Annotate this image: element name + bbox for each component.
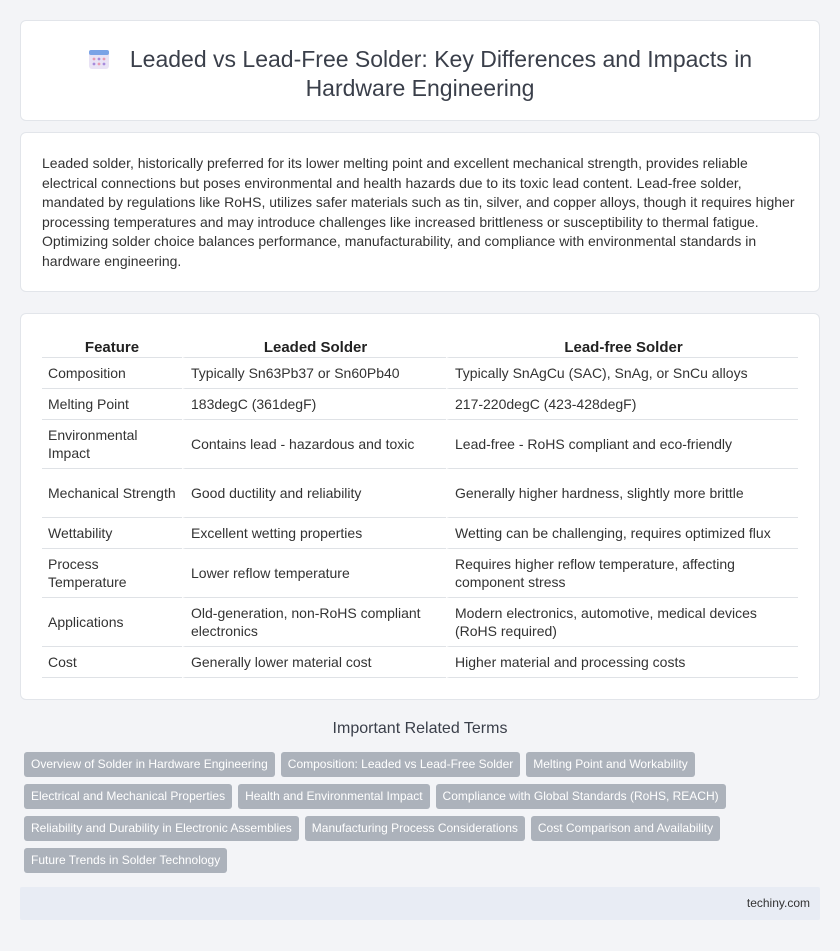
feature-cell: Mechanical Strength [42, 469, 182, 518]
intro-paragraph: Leaded solder, historically preferred for its lower melting point and excellent mechanical strength, provides reliable electrical connections but poses environmental and health hazards due to its toxic lead content. Lead-free solder, mandated by regulations like RoHS, utilizes safer materials such as tin, silver, and copper alloys, though it requires higher processing temperatures and may introduce challenges like increased brittleness or susceptibility to thermal fatigue. Optimizing solder choice balances performance, manufacturability, and compliance with environmental standards in hardware engineering. [42, 155, 795, 269]
page-title: Leaded vs Lead-Free Solder: Key Differences and Impacts in Hardware Engineering [129, 46, 753, 101]
term-tag[interactable]: Cost Comparison and Availability [531, 816, 720, 841]
feature-cell: Wettability [42, 518, 182, 549]
term-tag[interactable]: Future Trends in Solder Technology [24, 848, 227, 873]
header-feature: Feature [42, 334, 182, 358]
leaded-cell: Typically Sn63Pb37 or Sn60Pb40 [182, 358, 446, 389]
comparison-table-card [20, 313, 820, 700]
feature-cell: Melting Point [42, 389, 182, 420]
title-card [20, 20, 820, 121]
lead-free-cell: Higher material and processing costs [446, 647, 798, 678]
intro-card [20, 132, 820, 292]
header-leaded: Leaded Solder [182, 334, 446, 358]
feature-cell: Process Temperature [42, 549, 182, 598]
term-tag[interactable]: Composition: Leaded vs Lead-Free Solder [281, 752, 520, 777]
term-tag[interactable]: Electrical and Mechanical Properties [24, 784, 232, 809]
calendar-icon [88, 48, 110, 70]
page-title-wrap [21, 45, 819, 103]
term-tag[interactable]: Overview of Solder in Hardware Engineering [24, 752, 275, 777]
feature-cell: Composition [42, 358, 182, 389]
feature-cell: Applications [42, 598, 182, 647]
lead-free-cell: Generally higher hardness, slightly more brittle [446, 469, 798, 518]
header-lead-free: Lead-free Solder [446, 334, 798, 358]
table-row [42, 420, 798, 469]
related-terms-heading: Important Related Terms [332, 720, 508, 737]
term-tag[interactable]: Compliance with Global Standards (RoHS, REACH) [436, 784, 726, 809]
leaded-cell: Contains lead - hazardous and toxic [182, 420, 446, 469]
related-terms-list [24, 752, 804, 880]
leaded-cell: Old-generation, non-RoHS compliant electronics [182, 598, 446, 647]
leaded-cell: 183degC (361degF) [182, 389, 446, 420]
footer-site-link[interactable]: techiny.com [746, 896, 810, 910]
comparison-table [42, 334, 798, 678]
table-row [42, 389, 798, 420]
term-tag[interactable]: Reliability and Durability in Electronic Assemblies [24, 816, 299, 841]
feature-cell: Environmental Impact [42, 420, 182, 469]
table-row [42, 518, 798, 549]
table-row [42, 647, 798, 678]
leaded-cell: Generally lower material cost [182, 647, 446, 678]
term-tag[interactable]: Manufacturing Process Considerations [305, 816, 525, 841]
term-tag[interactable]: Melting Point and Workability [526, 752, 695, 777]
table-row [42, 469, 798, 518]
leaded-cell: Good ductility and reliability [182, 469, 446, 518]
lead-free-cell: Requires higher reflow temperature, affecting component stress [446, 549, 798, 598]
lead-free-cell: Modern electronics, automotive, medical devices (RoHS required) [446, 598, 798, 647]
lead-free-cell: Wetting can be challenging, requires optimized flux [446, 518, 798, 549]
lead-free-cell: 217-220degC (423-428degF) [446, 389, 798, 420]
term-tag[interactable]: Health and Environmental Impact [238, 784, 429, 809]
lead-free-cell: Typically SnAgCu (SAC), SnAg, or SnCu alloys [446, 358, 798, 389]
leaded-cell: Lower reflow temperature [182, 549, 446, 598]
feature-cell: Cost [42, 647, 182, 678]
table-header-row [42, 334, 798, 358]
lead-free-cell: Lead-free - RoHS compliant and eco-friendly [446, 420, 798, 469]
table-row [42, 598, 798, 647]
leaded-cell: Excellent wetting properties [182, 518, 446, 549]
footer-bar [20, 887, 820, 920]
table-row [42, 549, 798, 598]
table-row [42, 358, 798, 389]
